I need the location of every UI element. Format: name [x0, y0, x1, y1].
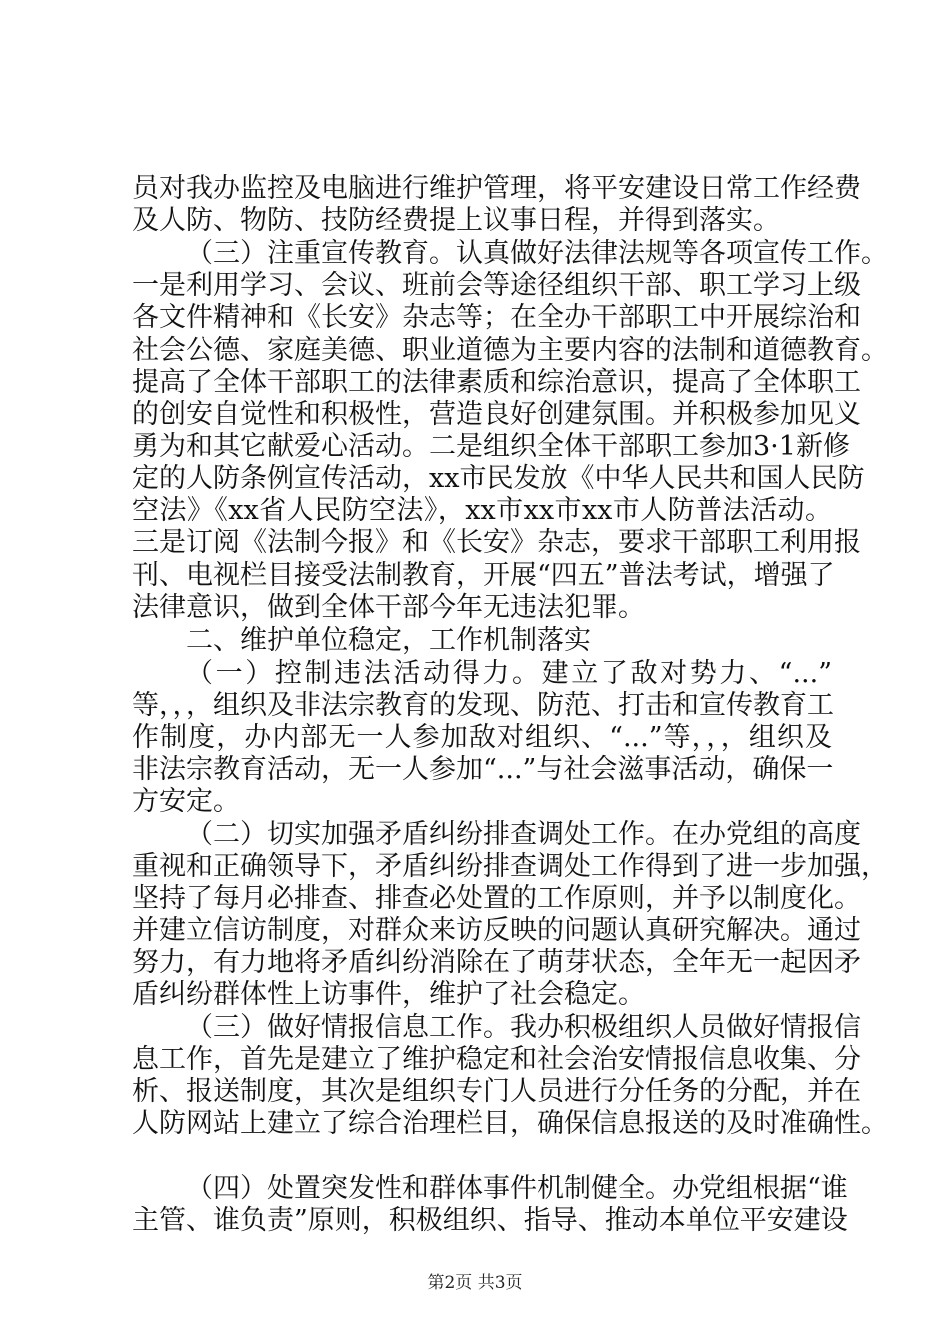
- text-line: 努力，有力地将矛盾纠纷消除在了萌芽状态，全年无一起因矛: [132, 947, 861, 978]
- text-line: 的创安自觉性和积极性，营造良好创建氛围。并积极参加见义: [132, 399, 861, 430]
- text-line: 定的人防条例宣传活动，xx市民发放《中华人民共和国人民防: [132, 463, 865, 494]
- text-line: 等，，，组织及非法宗教育的发现、防范、打击和宣传教育工: [132, 690, 834, 721]
- text-line: 法律意识，做到全体干部今年无违法犯罪。: [132, 592, 645, 623]
- text-line: 重视和正确领导下，矛盾纠纷排查调处工作得到了进一步加强，: [132, 851, 888, 882]
- text-line: （三）做好情报信息工作。我办积极组织人员做好情报信: [186, 1012, 861, 1043]
- text-line: （一）控制违法活动得力。建立了敌对势力、“...”: [186, 658, 832, 689]
- text-line: 三是订阅《法制今报》和《长安》杂志，要求干部职工利用报: [132, 527, 861, 558]
- text-line: （四）处置突发性和群体事件机制健全。办党组根据“谁: [186, 1173, 848, 1204]
- text-line: （三）注重宣传教育。认真做好法律法规等各项宣传工作。: [186, 238, 888, 269]
- text-line: 刊、电视栏目接受法制教育，开展“四五”普法考试，增强了: [132, 560, 835, 591]
- text-line: 析、报送制度，其次是组织专门人员进行分任务的分配，并在: [132, 1076, 861, 1107]
- text-line: 人防网站上建立了综合治理栏目，确保信息报送的及时准确性。: [132, 1108, 888, 1139]
- text-line: 及人防、物防、技防经费提上议事日程，并得到落实。: [132, 205, 780, 236]
- text-line: 社会公德、家庭美德、职业道德为主要内容的法制和道德教育。: [132, 335, 888, 366]
- text-line: 盾纠纷群体性上访事件，维护了社会稳定。: [132, 979, 645, 1010]
- text-line: 空法》《xx省人民防空法》，xx市xx市xx市人防普法活动。: [132, 495, 832, 526]
- text-line: 并建立信访制度，对群众来访反映的问题认真研究解决。通过: [132, 915, 861, 946]
- text-line: 员对我办监控及电脑进行维护管理，将平安建设日常工作经费: [132, 173, 861, 204]
- text-line: 一是利用学习、会议、班前会等途径组织干部、职工学习上级: [132, 270, 861, 301]
- text-line: （二）切实加强矛盾纠纷排查调处工作。在办党组的高度: [186, 819, 861, 850]
- text-line: 方安定。: [132, 786, 240, 817]
- text-line: 作制度，办内部无一人参加敌对组织、“...”等，，，组织及: [132, 722, 832, 753]
- text-line: 息工作，首先是建立了维护稳定和社会治安情报信息收集、分: [132, 1044, 861, 1075]
- text-line: 勇为和其它献爱心活动。二是组织全体干部职工参加3·1新修: [132, 431, 850, 462]
- text-line: 非法宗教育活动，无一人参加“...”与社会滋事活动，确保一: [132, 754, 834, 785]
- section-heading: 二、维护单位稳定，工作机制落实: [186, 625, 591, 656]
- text-line: 坚持了每月必排查、排查必处置的工作原则，并予以制度化。: [132, 883, 861, 914]
- text-line: 提高了全体干部职工的法律素质和综治意识，提高了全体职工: [132, 367, 861, 398]
- text-line: 主管、谁负责”原则，积极组织、指导、推动本单位平安建设: [132, 1205, 848, 1236]
- page-footer: 第2页 共3页: [427, 1273, 523, 1293]
- text-line: 各文件精神和《长安》杂志等；在全办干部职工中开展综治和: [132, 302, 861, 333]
